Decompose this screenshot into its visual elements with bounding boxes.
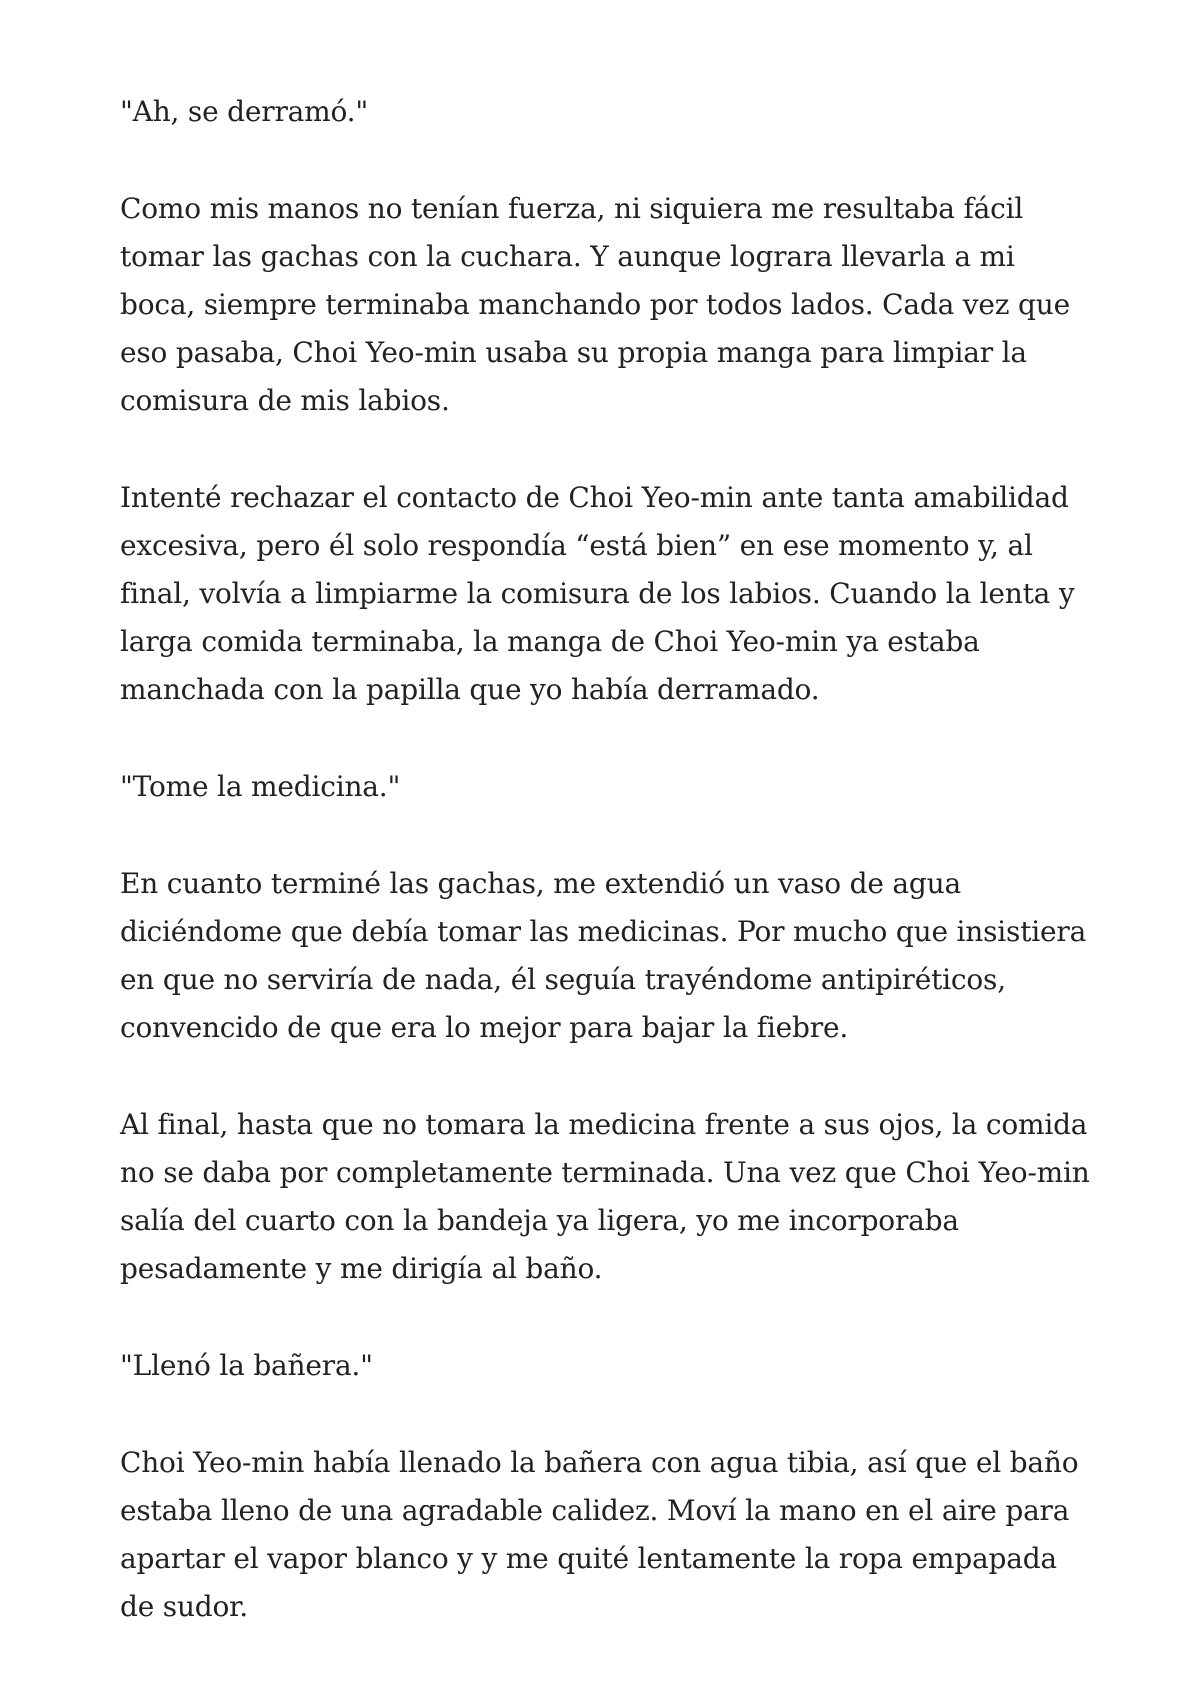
narrative-paragraph-1: Como mis manos no tenían fuerza, ni siquiera me resultaba fácil tomar las gachas con la cuchara. Y aunque lograra llevarla a mi boca, siempre terminaba manchando por todos lados. Cada vez que eso pasaba, Choi Yeo-min usaba su propia manga para limpiar la comisura de mis labios. [120, 192, 1070, 417]
narrative-paragraph-4: Al final, hasta que no tomara la medicina frente a sus ojos, la comida no se daba por completamente terminada. Una vez que Choi Yeo-min salía del cuarto con la bandeja ya ligera, yo me incorporaba pesadamente y me dirigía al baño. [120, 1108, 1090, 1285]
document-page [120, 88, 1095, 1631]
narrative-paragraph-3: En cuanto terminé las gachas, me extendió un vaso de agua diciéndome que debía tomar las medicinas. Por mucho que insistiera en que no serviría de nada, él seguía trayéndome antipiréticos, convencido de que era lo mejor para bajar la fiebre. [120, 867, 1087, 1044]
dialogue-paragraph-1: "Ah, se derramó." [120, 95, 369, 128]
narrative-paragraph-5: Choi Yeo-min había llenado la bañera con agua tibia, así que el baño estaba lleno de una agradable calidez. Moví la mano en el aire para apartar el vapor blanco y y me quité lentamente la ropa empapada de sudor. [120, 1446, 1079, 1623]
narrative-paragraph-2: Intenté rechazar el contacto de Choi Yeo-min ante tanta amabilidad excesiva, pero él solo respondía “está bien” en ese momento y, al final, volvía a limpiarme la comisura de los labios. Cuando la lenta y larga comida terminaba, la manga de Choi Yeo-min ya estaba manchada con la papilla que yo había derramado. [120, 481, 1075, 706]
dialogue-paragraph-2: "Tome la medicina." [120, 770, 401, 803]
dialogue-paragraph-3: "Llenó la bañera." [120, 1349, 373, 1382]
